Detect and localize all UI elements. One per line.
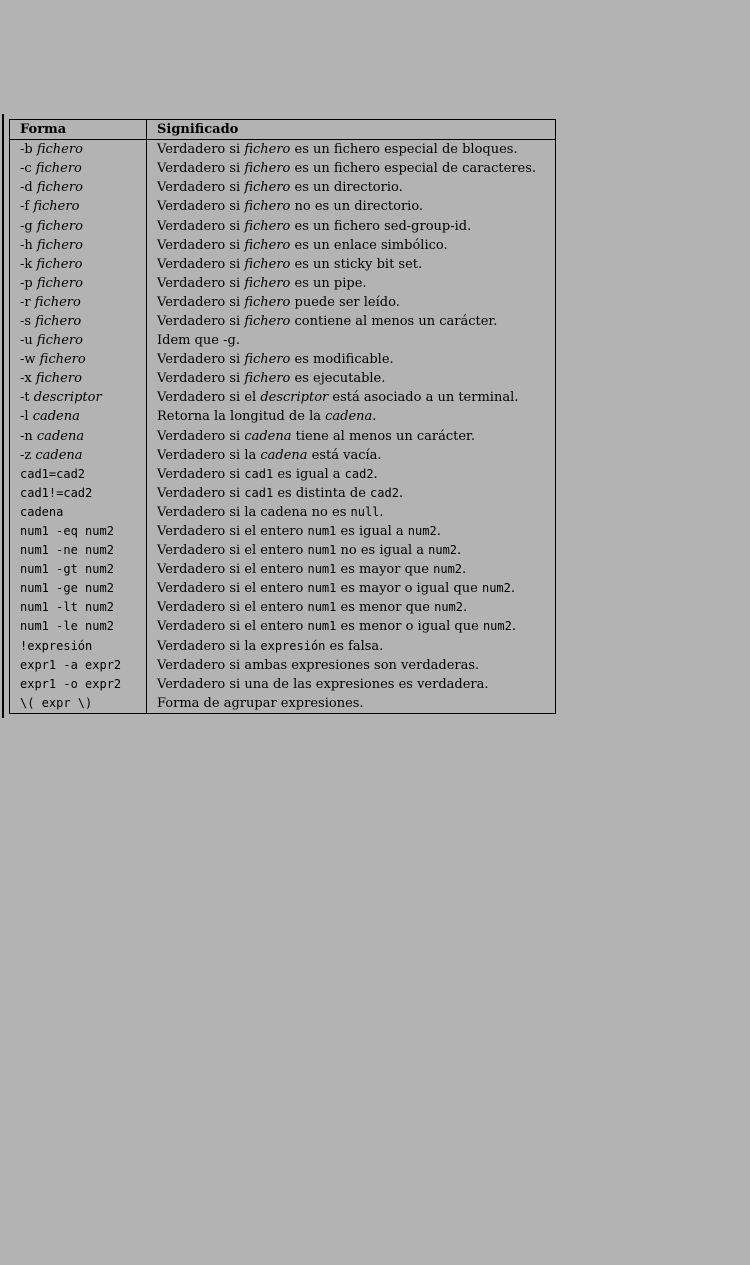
italic-term: cadena: [260, 447, 308, 463]
cell-significado: [147, 541, 556, 560]
italic-term: fichero: [35, 313, 82, 329]
table-container: [9, 119, 556, 714]
table-row: [10, 598, 556, 617]
text-segment: no es igual a: [336, 543, 429, 559]
italic-term: fichero: [34, 294, 81, 310]
text-segment: Idem que -g.: [157, 333, 240, 349]
text-segment: es distinta de: [273, 485, 371, 501]
code-term: num1: [307, 543, 337, 558]
text-segment: Verdadero si: [157, 428, 245, 444]
italic-term: fichero: [244, 199, 291, 215]
text-segment: -n: [20, 428, 37, 444]
italic-term: fichero: [244, 142, 291, 158]
table-header-row: [10, 120, 556, 140]
text-segment: Verdadero si: [157, 161, 245, 177]
text-segment: -u: [20, 333, 37, 349]
text-segment: Verdadero si: [157, 371, 245, 387]
table-row: [10, 369, 556, 388]
cell-forma: [10, 598, 147, 617]
cell-significado: [147, 598, 556, 617]
operators-table: [9, 119, 556, 714]
italic-term: fichero: [244, 161, 291, 177]
code-term: cad1: [244, 485, 274, 500]
text-segment: es menor o igual que: [336, 619, 483, 635]
code-term: cad2: [370, 485, 399, 500]
text-segment: Verdadero si: [157, 294, 245, 310]
cell-forma: [10, 369, 147, 388]
text-segment: Verdadero si: [157, 352, 245, 368]
italic-term: fichero: [244, 313, 291, 329]
cell-significado: [147, 255, 556, 274]
cell-significado: [147, 427, 556, 446]
table-body: [10, 140, 556, 714]
table-row: [10, 617, 556, 636]
text-segment: Verdadero si: [157, 218, 245, 234]
text-segment: tiene al menos un carácter.: [291, 428, 475, 444]
cell-forma: [10, 255, 147, 274]
italic-term: fichero: [244, 237, 291, 253]
cell-forma: [10, 350, 147, 369]
table-row: [10, 427, 556, 446]
code-term: num2: [407, 524, 437, 539]
cell-significado: [147, 216, 556, 235]
text-segment: -x: [20, 371, 36, 387]
code-term: cad1=cad2: [20, 466, 86, 481]
code-term: cad2: [344, 466, 374, 481]
cell-forma: [10, 637, 147, 656]
text-segment: contiene al menos un carácter.: [290, 313, 498, 329]
text-segment: -z: [20, 447, 36, 463]
table-row: [10, 675, 556, 694]
italic-term: fichero: [36, 237, 83, 253]
cell-forma: [10, 522, 147, 541]
text-segment: no es un directorio.: [290, 199, 424, 215]
cell-significado: [147, 159, 556, 178]
cell-forma: [10, 446, 147, 465]
italic-term: fichero: [244, 180, 291, 196]
cell-forma: [10, 484, 147, 503]
italic-term: fichero: [35, 161, 82, 177]
cell-significado: [147, 388, 556, 407]
code-term: num1 -ge num2: [20, 581, 114, 596]
italic-term: fichero: [244, 371, 291, 387]
text-segment: Verdadero si ambas expresiones son verdaderas.: [157, 657, 480, 673]
text-segment: Verdadero si el entero: [157, 524, 308, 540]
cell-significado: [147, 522, 556, 541]
code-term: num1: [307, 524, 337, 539]
code-term: num1 -le num2: [20, 619, 114, 634]
code-term: null: [350, 504, 380, 519]
italic-term: descriptor: [260, 390, 329, 406]
code-term: num1 -ne num2: [20, 543, 114, 558]
cell-significado: [147, 312, 556, 331]
cell-significado: [147, 694, 556, 714]
code-term: \( expr \): [20, 695, 93, 710]
code-term: num1: [307, 581, 337, 596]
text-segment: -g: [20, 218, 37, 234]
cell-significado: [147, 197, 556, 216]
code-term: expr1 -a expr2: [20, 657, 122, 672]
cell-significado: [147, 675, 556, 694]
table-row: [10, 560, 556, 579]
cell-significado: [147, 579, 556, 598]
italic-term: cadena: [244, 428, 292, 444]
cell-significado: [147, 178, 556, 197]
text-segment: -d: [20, 180, 37, 196]
code-term: cad1: [244, 466, 274, 481]
cell-forma: [10, 216, 147, 235]
cell-forma: [10, 541, 147, 560]
text-segment: -p: [20, 275, 37, 291]
cell-forma: [10, 197, 147, 216]
text-segment: Retorna la longitud de la: [157, 409, 326, 425]
text-segment: .: [462, 562, 467, 578]
text-segment: es un pipe.: [290, 275, 367, 291]
table-row: [10, 255, 556, 274]
cell-forma: [10, 694, 147, 714]
cell-significado: [147, 656, 556, 675]
code-term: num2: [481, 581, 511, 596]
cell-forma: [10, 560, 147, 579]
text-segment: está asociado a un terminal.: [328, 390, 519, 406]
table-row: [10, 159, 556, 178]
table-row: [10, 236, 556, 255]
italic-term: fichero: [36, 333, 83, 349]
cell-significado: [147, 274, 556, 293]
italic-term: cadena: [36, 428, 85, 444]
italic-term: fichero: [244, 256, 291, 272]
text-segment: .: [379, 504, 384, 520]
table-row: [10, 331, 556, 350]
text-segment: es modificable.: [290, 352, 394, 368]
table-row: [10, 541, 556, 560]
cell-significado: [147, 446, 556, 465]
text-segment: -t: [20, 390, 34, 406]
cell-forma: [10, 617, 147, 636]
italic-term: fichero: [36, 275, 83, 291]
text-segment: .: [436, 524, 441, 540]
text-segment: .: [463, 600, 468, 616]
cell-forma: [10, 159, 147, 178]
text-segment: -c: [20, 161, 36, 177]
text-segment: Verdadero si: [157, 485, 245, 501]
cell-significado: [147, 637, 556, 656]
text-segment: Verdadero si el entero: [157, 600, 308, 616]
cell-forma: [10, 579, 147, 598]
table-row: [10, 656, 556, 675]
text-segment: Verdadero si el entero: [157, 619, 308, 635]
text-segment: .: [372, 409, 377, 425]
text-segment: -w: [20, 352, 40, 368]
left-margin-rule: [2, 114, 4, 718]
text-segment: puede ser leído.: [290, 294, 400, 310]
cell-significado: [147, 140, 556, 160]
code-term: num1: [307, 619, 337, 634]
text-segment: Verdadero si: [157, 142, 245, 158]
cell-significado: [147, 331, 556, 350]
cell-significado: [147, 465, 556, 484]
table-row: [10, 197, 556, 216]
text-segment: es un directorio.: [290, 180, 403, 196]
text-segment: Verdadero si el: [157, 390, 261, 406]
text-segment: Verdadero si: [157, 466, 245, 482]
text-segment: .: [398, 485, 404, 501]
italic-term: fichero: [36, 142, 83, 158]
cell-forma: [10, 274, 147, 293]
text-segment: Verdadero si la cadena no es: [157, 504, 351, 520]
text-segment: Forma de agrupar expresiones.: [157, 695, 364, 711]
table-row: [10, 484, 556, 503]
text-segment: Verdadero si: [157, 180, 245, 196]
cell-significado: [147, 617, 556, 636]
cell-significado: [147, 293, 556, 312]
column-header-significado: Significado: [147, 120, 556, 140]
code-term: expresión: [260, 638, 326, 653]
text-segment: Verdadero si: [157, 313, 245, 329]
cell-forma: [10, 293, 147, 312]
code-term: expr1 -o expr2: [20, 676, 122, 691]
table-row: [10, 407, 556, 426]
code-term: num2: [428, 543, 458, 558]
table-row: [10, 446, 556, 465]
cell-significado: [147, 407, 556, 426]
table-row: [10, 312, 556, 331]
code-term: num1: [307, 562, 337, 577]
text-segment: es mayor o igual que: [336, 581, 482, 597]
cell-significado: [147, 503, 556, 522]
cell-forma: [10, 656, 147, 675]
cell-forma: [10, 388, 147, 407]
italic-term: fichero: [244, 218, 291, 234]
text-segment: Verdadero si el entero: [157, 581, 308, 597]
column-header-forma: Forma: [10, 120, 147, 140]
cell-forma: [10, 427, 147, 446]
italic-term: fichero: [244, 352, 291, 368]
text-segment: es igual a: [273, 466, 345, 482]
text-segment: Verdadero si una de las expresiones es verdadera.: [157, 676, 489, 692]
cell-forma: [10, 465, 147, 484]
text-segment: .: [510, 581, 516, 597]
code-term: num2: [433, 562, 463, 577]
cell-forma: [10, 312, 147, 331]
cell-forma: [10, 503, 147, 522]
text-segment: -r: [20, 294, 35, 310]
text-segment: es falsa.: [325, 638, 384, 654]
text-segment: es menor que: [336, 600, 435, 616]
text-segment: -h: [20, 237, 37, 253]
text-segment: .: [511, 619, 516, 635]
code-term: cad1!=cad2: [20, 485, 93, 500]
italic-term: cadena: [35, 447, 83, 463]
table-row: [10, 293, 556, 312]
text-segment: Verdadero si: [157, 237, 245, 253]
italic-term: fichero: [244, 294, 291, 310]
table-row: [10, 522, 556, 541]
text-segment: -k: [20, 256, 37, 272]
text-segment: .: [373, 466, 378, 482]
cell-significado: [147, 484, 556, 503]
text-segment: -s: [20, 313, 36, 329]
code-term: num1 -lt num2: [20, 600, 114, 615]
code-term: num1 -gt num2: [20, 562, 114, 577]
text-segment: es un sticky bit set.: [290, 256, 423, 272]
table-row: [10, 178, 556, 197]
cell-significado: [147, 350, 556, 369]
text-segment: .: [457, 543, 462, 559]
table-row: [10, 140, 556, 160]
italic-term: cadena: [32, 409, 80, 425]
table-row: [10, 388, 556, 407]
italic-term: fichero: [39, 352, 86, 368]
cell-significado: [147, 560, 556, 579]
text-segment: es un fichero especial de bloques.: [290, 142, 518, 158]
italic-term: cadena: [325, 409, 373, 425]
code-term: num1 -eq num2: [20, 524, 114, 539]
code-term: num2: [482, 619, 512, 634]
table-row: [10, 350, 556, 369]
table-row: [10, 637, 556, 656]
text-segment: -l: [20, 409, 33, 425]
italic-term: fichero: [36, 256, 83, 272]
code-term: num1: [307, 600, 337, 615]
text-segment: es ejecutable.: [290, 371, 386, 387]
cell-significado: [147, 369, 556, 388]
table-row: [10, 694, 556, 714]
italic-term: fichero: [244, 275, 291, 291]
cell-forma: [10, 675, 147, 694]
text-segment: está vacía.: [307, 447, 382, 463]
text-segment: Verdadero si el entero: [157, 562, 308, 578]
italic-term: descriptor: [33, 390, 102, 406]
text-segment: es igual a: [336, 524, 408, 540]
text-segment: es un fichero sed-group-id.: [290, 218, 472, 234]
text-segment: es un fichero especial de caracteres.: [290, 161, 537, 177]
cell-forma: [10, 140, 147, 160]
italic-term: fichero: [36, 180, 83, 196]
table-row: [10, 579, 556, 598]
table-row: [10, 216, 556, 235]
code-term: !expresión: [20, 638, 93, 653]
text-segment: Verdadero si: [157, 199, 245, 215]
table-row: [10, 503, 556, 522]
table-row: [10, 465, 556, 484]
italic-term: fichero: [36, 218, 83, 234]
text-segment: Verdadero si: [157, 275, 245, 291]
cell-forma: [10, 331, 147, 350]
cell-forma: [10, 236, 147, 255]
text-segment: Verdadero si la: [157, 447, 261, 463]
italic-term: fichero: [35, 371, 82, 387]
text-segment: Verdadero si el entero: [157, 543, 308, 559]
cell-significado: [147, 236, 556, 255]
text-segment: Verdadero si: [157, 256, 245, 272]
text-segment: Verdadero si la: [157, 638, 261, 654]
text-segment: es un enlace simbólico.: [290, 237, 448, 253]
table-row: [10, 274, 556, 293]
code-term: cadena: [20, 504, 64, 519]
cell-forma: [10, 407, 147, 426]
text-segment: es mayor que: [336, 562, 434, 578]
italic-term: fichero: [33, 199, 80, 215]
code-term: num2: [434, 600, 463, 615]
text-segment: -b: [20, 142, 37, 158]
cell-forma: [10, 178, 147, 197]
text-segment: -f: [20, 199, 34, 215]
